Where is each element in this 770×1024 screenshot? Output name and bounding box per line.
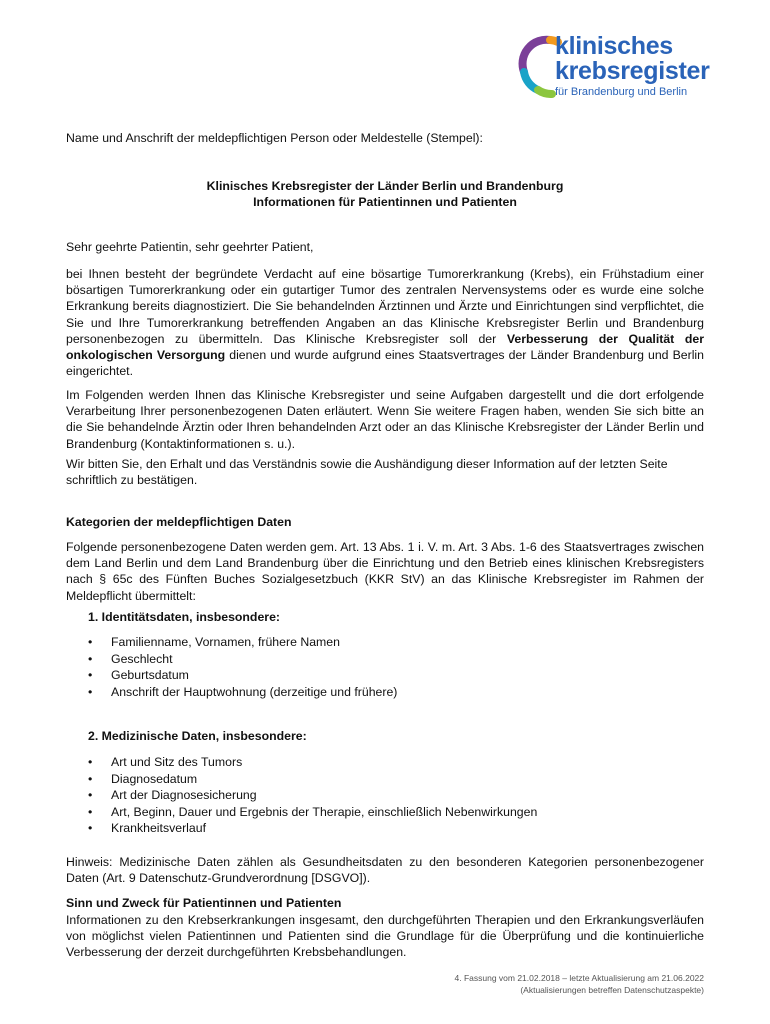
- logo-line-3: für Brandenburg und Berlin: [555, 86, 688, 98]
- intro-paragraph: [66, 266, 704, 379]
- medical-heading: 2. Medizinische Daten, insbesondere:: [88, 729, 307, 743]
- logo-text: [555, 34, 710, 98]
- page-footer: [455, 972, 705, 996]
- greeting: Sehr geehrte Patientin, sehr geehrter Patient,: [66, 240, 314, 254]
- categories-heading: Kategorien der meldepflichtigen Daten: [66, 515, 292, 529]
- intro-paragraph-2: Im Folgenden werden Ihnen das Klinische Krebsregister und seine Aufgaben dargestellt und die dort erfolgende Verarbeitung Ihrer personenbezogenen Daten erläutert. Wenn Sie weitere Fragen haben, wenden Sie sich bitte an die Sie behandelnde Ärztin oder Ihren behandelnden Arzt oder an das Klinische Krebsregister der Länder Berlin und Brandenburg (Kontaktinformationen s. u.).: [66, 388, 704, 451]
- list-item: • Art der Diagnosesicherung: [88, 787, 688, 804]
- footer-line-2: (Aktualisierungen betreffen Datenschutzaspekte): [520, 985, 704, 995]
- title-line-2: Informationen für Patientinnen und Patienten: [253, 195, 517, 209]
- identity-list: [88, 634, 688, 700]
- medical-note: Hinweis: Medizinische Daten zählen als Gesundheitsdaten zu den besonderen Kategorien personenbezogener Daten (Art. 9 Datenschutz-Grundverordnung [DSGVO]).: [66, 855, 704, 886]
- list-item: • Geburtsdatum: [88, 667, 688, 684]
- list-item: • Anschrift der Hauptwohnung (derzeitige und frühere): [88, 684, 688, 701]
- list-item: • Krankheitsverlauf: [88, 820, 688, 837]
- title-line-1: Klinisches Krebsregister der Länder Berlin und Brandenburg: [206, 179, 564, 193]
- logo-line-2: krebsregister: [555, 57, 710, 85]
- stamp-label: Name und Anschrift der meldepflichtigen Person oder Meldestelle (Stempel):: [66, 131, 483, 145]
- list-item: • Geschlecht: [88, 651, 688, 668]
- identity-heading: 1. Identitätsdaten, insbesondere:: [88, 610, 281, 624]
- intro-part-1: bei Ihnen besteht der begründete Verdacht auf eine bösartige Tumorerkrankung (Krebs), ein Frühstadium einer bösartigen Tumorerkrankung oder ein gutartiger Tumor des zentralen Nervensystems oder es wurde eine solche Erkrankung bereits diagnostiziert. Die Sie behandelnden Ärztinnen und Ärzte und Einrichtungen sind verpflichtet, die Sie und Ihre Tumorerkrankung betreffenden Angaben an das Klinische Krebsregister Berlin und Brandenburg personenbezogen zu übermitteln. Das Klinische Krebsregister soll der: [66, 267, 704, 346]
- intro-part-2: dienen und wurde aufgrund eines Staatsvertrages der Länder Brandenburg und Berlin eingerichtet.: [66, 348, 705, 379]
- medical-list: [88, 754, 688, 837]
- footer-line-1: 4. Fassung vom 21.02.2018 – letzte Aktualisierung am 21.06.2022: [454, 973, 704, 983]
- list-item: • Diagnosedatum: [88, 771, 688, 788]
- categories-text: Folgende personenbezogene Daten werden gem. Art. 13 Abs. 1 i. V. m. Art. 3 Abs. 1-6 des Staatsvertrages zwischen dem Land Berlin und dem Land Brandenburg über die Einrichtung und den Betrieb eines klinischen Krebsregisters nach § 65c des Fünften Buches Sozialgesetzbuch (KKR StV) an das Klinische Krebsregister im Rahmen der Meldepflicht übermittelt:: [66, 540, 704, 603]
- purpose-text: Informationen zu den Krebserkrankungen insgesamt, den durchgeführten Therapien und den Erkrankungsverläufen von möglichst vielen Patientinnen und Patienten sind die Grundlage für die Überprüfung und die kontinuierliche Verbesserung der derzeit durchgeführten Krebsbehandlungen.: [66, 913, 704, 960]
- logo-line-1: klinisches: [555, 32, 673, 60]
- intro-paragraph-3: Wir bitten Sie, den Erhalt und das Verständnis sowie die Aushändigung dieser Information auf der letzten Seite schriftlich zu bestätigen.: [66, 457, 668, 488]
- list-item: • Art und Sitz des Tumors: [88, 754, 688, 771]
- purpose-heading: Sinn und Zweck für Patientinnen und Patienten: [66, 896, 342, 910]
- list-item: • Familienname, Vornamen, frühere Namen: [88, 634, 688, 651]
- intro-bold: Verbesserung der Qualität der onkologischen Versorgung: [66, 331, 704, 363]
- list-item: • Art, Beginn, Dauer und Ergebnis der Therapie, einschließlich Nebenwirkungen: [88, 804, 688, 821]
